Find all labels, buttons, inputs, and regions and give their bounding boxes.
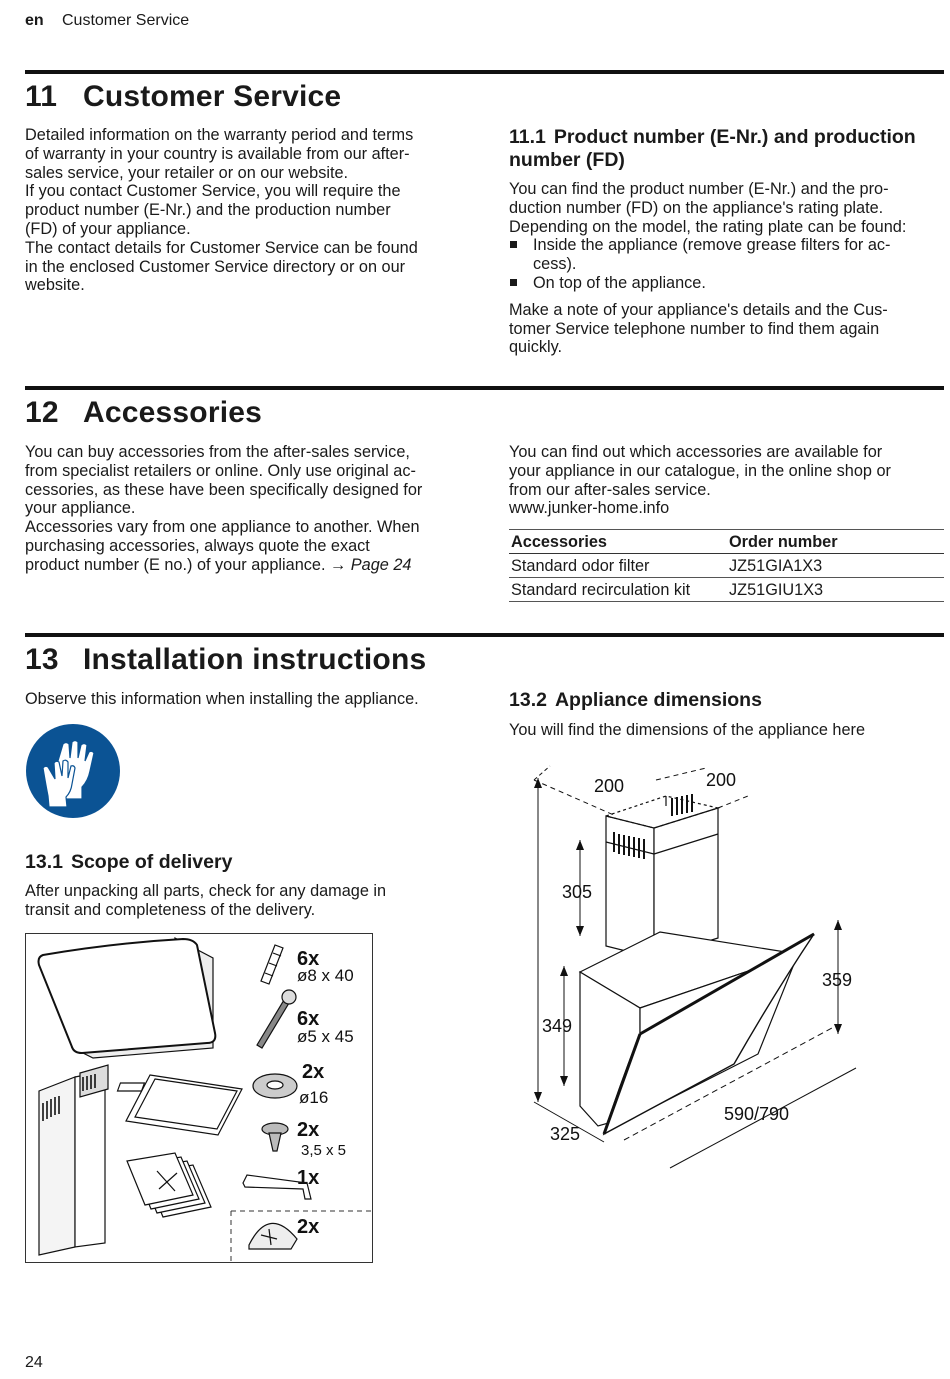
column-header: Order number: [727, 530, 944, 554]
screw-icon: [257, 990, 296, 1048]
section-number: 12: [25, 396, 59, 429]
qty-label: 2x: [297, 1119, 320, 1141]
dimension-label: 590/790: [724, 1104, 790, 1124]
text-line: your appliance.: [25, 499, 136, 518]
dimension-label: 200: [706, 770, 737, 790]
text-line: tomer Service telephone number to find them again: [509, 319, 880, 338]
subsection-13-1-heading: [25, 851, 232, 874]
customer-service-text: [25, 126, 465, 295]
grease-filter-icon: [117, 1075, 242, 1135]
dimension-label: 305: [562, 882, 593, 902]
subsection-number: 13.2: [509, 689, 547, 711]
subsection-number: 11.1: [509, 126, 546, 148]
subsection-11-1-heading: [509, 126, 949, 172]
clip-icon: [249, 1223, 297, 1249]
appliance-dimensions-drawing: [520, 760, 860, 1170]
text-line: transit and completeness of the delivery.: [25, 900, 316, 919]
section-rule: [25, 386, 944, 390]
installation-intro: Observe this information when installing the appliance.: [25, 690, 419, 708]
small-screw-icon: [262, 1123, 288, 1151]
text-line: from our after-sales service.: [509, 480, 711, 499]
website-link[interactable]: www.junker-home.info: [509, 499, 670, 518]
text-line: duction number (FD) on the appliance's rating plate.: [509, 198, 884, 217]
accessories-availability-text: [509, 443, 949, 518]
table-cell: Standard recirculation kit: [509, 578, 727, 602]
dimension-label: 359: [822, 970, 853, 990]
washer-icon: [253, 1074, 297, 1098]
section-rule: [25, 70, 944, 74]
text-line: product number (E no.) of your appliance. → Page 24: [25, 555, 412, 574]
text-line: If you contact Customer Service, you will require the: [25, 182, 401, 201]
text-line: You can find out which accessories are available for: [509, 443, 883, 461]
table-cell: Standard odor filter: [509, 554, 727, 578]
text-line: You can find the product number (E-Nr.) and the pro-: [509, 180, 889, 198]
accessories-table: [509, 529, 944, 602]
table-header-row: [509, 530, 944, 554]
hood-canopy-icon: [39, 938, 216, 1058]
subsection-13-2-heading: [509, 689, 762, 712]
section-12-heading: [25, 396, 262, 430]
subsection-title: number (FD): [509, 149, 625, 171]
qty-label: 6x: [297, 1008, 320, 1030]
dimension-label: 325: [550, 1124, 581, 1144]
size-label: ø5 x 45: [297, 1027, 354, 1046]
text-line: website.: [25, 276, 85, 295]
text-line: your appliance in our catalogue, in the online shop or: [509, 461, 891, 480]
qty-label: 1x: [297, 1167, 320, 1189]
size-label: ø8 x 40: [297, 966, 354, 985]
text-line: Accessories vary from one appliance to another. When: [25, 518, 420, 537]
section-title: Installation instructions: [83, 643, 427, 676]
column-header: Accessories: [509, 530, 727, 554]
text-line: You can buy accessories from the after-sales service,: [25, 443, 410, 461]
language-code: en: [25, 12, 44, 29]
qty-label: 6x: [297, 948, 320, 970]
size-label: ø16: [299, 1088, 329, 1107]
qty-label: 2x: [302, 1061, 325, 1083]
subsection-title: Scope of delivery: [70, 851, 233, 873]
subsection-title: Product number (E-Nr.) and production: [553, 126, 916, 148]
section-13-heading: [25, 643, 426, 677]
text-line: cessories, as these have been specifically designed for: [25, 480, 423, 499]
text-line: Detailed information on the warranty period and terms: [25, 126, 414, 144]
chimney-icon: [39, 1065, 108, 1255]
text-line: from specialist retailers or online. Only use original ac-: [25, 461, 416, 480]
section-rule: [25, 633, 944, 637]
text-line: After unpacking all parts, check for any damage in: [25, 882, 387, 900]
scope-text: [25, 882, 475, 920]
page-reference-link[interactable]: → Page 24: [330, 555, 412, 574]
wall-plug-icon: [261, 945, 283, 984]
section-title: Customer Service: [83, 80, 342, 113]
section-number: 13: [25, 643, 59, 676]
scope-of-delivery-illustration: [25, 933, 374, 1264]
text-line: of warranty in your country is available from our after-: [25, 144, 410, 163]
text-line: sales service, your retailer or on our website.: [25, 163, 349, 182]
dimension-label: 349: [542, 1016, 573, 1036]
size-label: 3,5 x 5: [301, 1142, 347, 1159]
section-number: 11: [25, 80, 58, 113]
text-line: in the enclosed Customer Service directory or on our: [25, 257, 406, 276]
list-item: Inside the appliance (remove grease filters for ac- cess).: [509, 236, 949, 274]
wear-gloves-icon: [25, 722, 121, 820]
list-item: On top of the appliance.: [509, 274, 949, 293]
dimension-label: 200: [594, 776, 625, 796]
table-row: [509, 578, 944, 602]
section-title: Accessories: [83, 396, 262, 429]
qty-label: 2x: [297, 1216, 320, 1238]
running-header: Customer Service: [62, 12, 190, 29]
accessories-text: [25, 443, 475, 575]
section-11-heading: [25, 80, 341, 114]
subsection-number: 13.1: [25, 851, 63, 873]
text-line: (FD) of your appliance.: [25, 219, 191, 238]
table-row: [509, 554, 944, 578]
text-line: quickly.: [509, 338, 563, 357]
rating-plate-locations: [509, 236, 949, 292]
table-cell: JZ51GIA1X3: [727, 554, 944, 578]
text-line: product number (E-Nr.) and the production number: [25, 201, 391, 220]
text-line: purchasing accessories, always quote the exact: [25, 536, 370, 555]
dimensions-intro: You will find the dimensions of the appliance here: [509, 721, 866, 739]
product-number-text: [509, 180, 949, 357]
text-line: The contact details for Customer Service can be found: [25, 238, 418, 257]
documents-icon: [127, 1153, 211, 1217]
text-line: Depending on the model, the rating plate can be found:: [509, 217, 907, 236]
table-cell: JZ51GIU1X3: [727, 578, 944, 602]
page-number: 24: [25, 1354, 43, 1371]
subsection-title: Appliance dimensions: [554, 689, 762, 711]
text-line: Make a note of your appliance's details and the Cus-: [509, 300, 888, 319]
